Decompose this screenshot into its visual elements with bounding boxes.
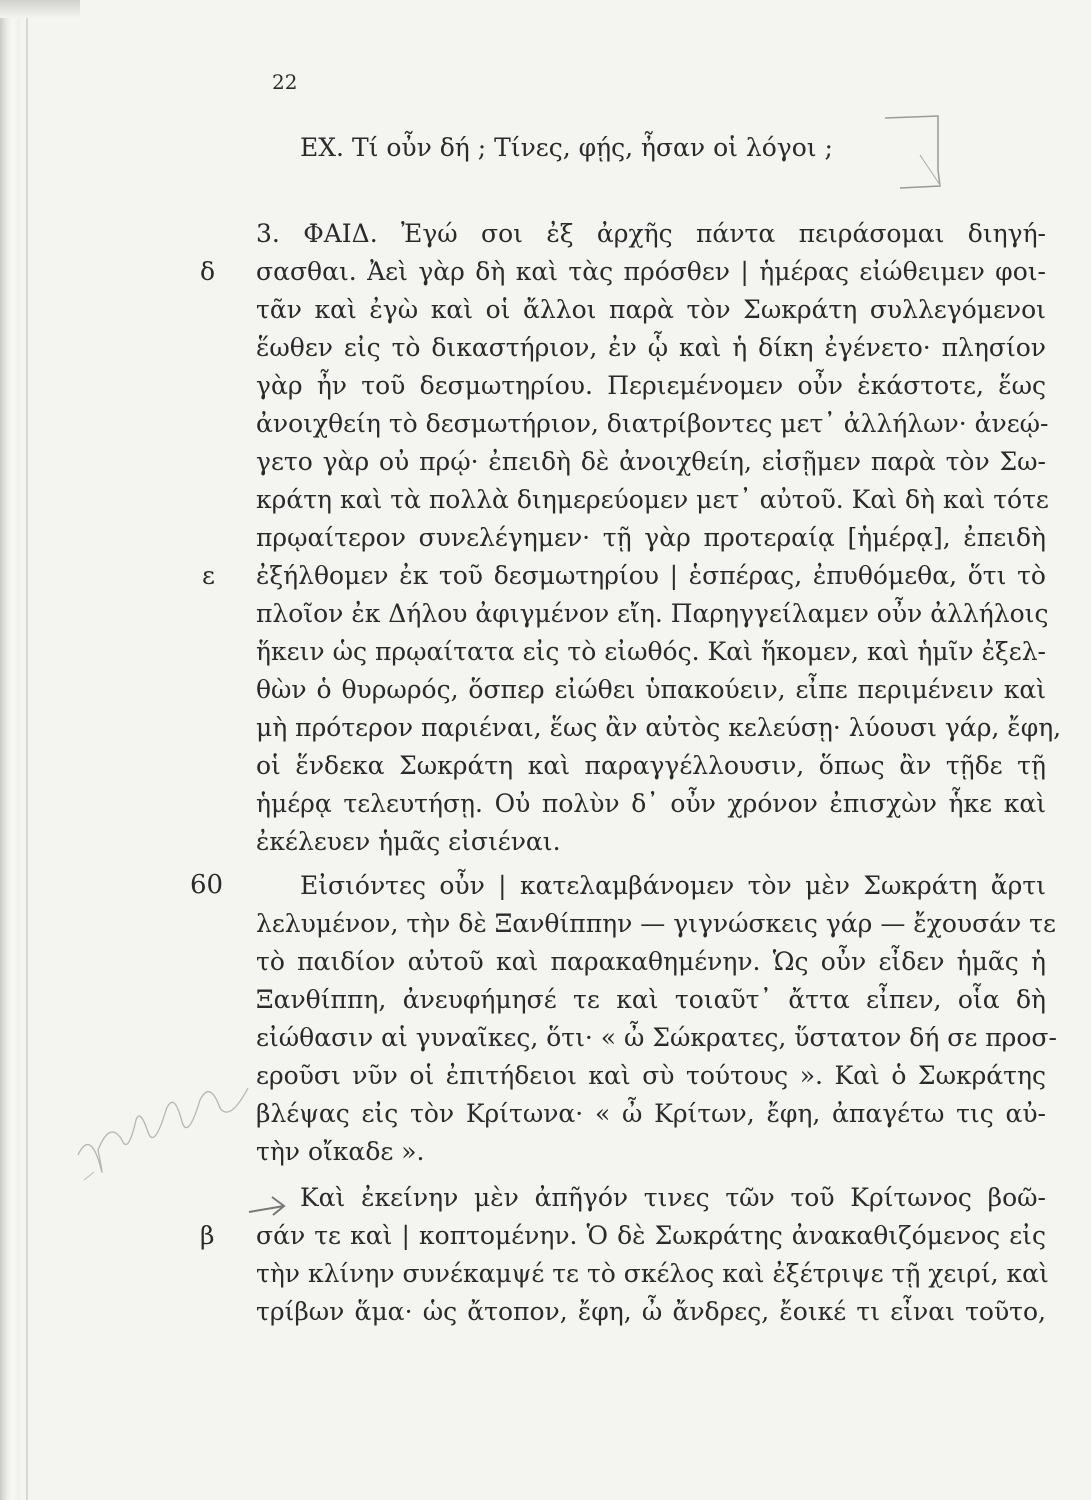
pencil-arrow-icon: [246, 1192, 290, 1218]
page-edge: [0, 0, 20, 1500]
text-line: κράτη καὶ τὰ πολλὰ διημερεύομεν μετ᾽ αὐτοῦ. Καὶ δὴ καὶ τότε: [256, 485, 1049, 514]
text-line: ἀνοιχθείη τὸ δεσμωτήριον, διατρίβοντες μετ᾽ ἀλλήλων· ἀνεῴ-: [256, 409, 1049, 438]
text-line: βλέψας εἰς τὸν Κρίτωνα· « ὦ Κρίτων, ἔφη, ἀπαγέτω τις αὐ-: [256, 1099, 1046, 1128]
text-line: ἥκειν ὡς πρῳαίτατα εἰς τὸ εἰωθός. Καὶ ἥκομεν, καὶ ἡμῖν ἐξελ-: [256, 637, 1046, 666]
text-line: πλοῖον ἐκ Δήλου ἀφιγμένον εἴη. Παρηγγείλαμεν οὖν ἀλλήλοις: [256, 599, 1049, 628]
pencil-scribble-annotation: [70, 1060, 260, 1190]
page-number: 22: [272, 70, 298, 94]
text-line: σάν τε καὶ | κοπτομένην. Ὁ δὲ Σωκράτης ἀνακαθιζόμενος εἰς: [256, 1221, 1046, 1250]
text-line: Εἰσιόντες οὖν | κατελαμβάνομεν τὸν μὲν Σωκράτη ἄρτι: [300, 871, 1046, 900]
margin-line-number: 60: [190, 870, 224, 900]
text-line: τὴν κλίνην συνέκαμψέ τε τὸ σκέλος καὶ ἐξέτριψε τῇ χειρί, καὶ: [256, 1259, 1049, 1288]
text-line: λελυμένον, τὴν δὲ Ξανθίππην — γιγνώσκεις γάρ — ἔχουσάν τε: [256, 909, 1056, 938]
text-line: εἰώθασιν αἱ γυναῖκες, ὅτι· « ὦ Σώκρατες, ὕστατον δή σε προσ-: [256, 1023, 1057, 1052]
text-line: τρίβων ἅμα· ὡς ἄτοπον, ἔφη, ὦ ἄνδρες, ἔοικέ τι εἶναι τοῦτο,: [256, 1297, 1046, 1326]
text-line: θὼν ὁ θυρωρός, ὅσπερ εἰώθει ὑπακούειν, εἶπε περιμένειν καὶ: [256, 675, 1046, 704]
text-line: γὰρ ἦν τοῦ δεσμωτηρίου. Περιεμένομεν οὖν ἑκάστοτε, ἕως: [256, 371, 1046, 400]
text-line: 3. ΦΑΙΔ. Ἐγώ σοι ἐξ ἀρχῆς πάντα πειράσομαι διηγή-: [256, 219, 1046, 248]
margin-marker: ε: [202, 561, 215, 590]
margin-marker: δ: [200, 257, 216, 286]
page-edge-line: [26, 0, 28, 1500]
text-line: μὴ πρότερον παριέναι, ἕως ἂν αὐτὸς κελεύσῃ· λύουσι γάρ, ἔφη,: [256, 713, 1062, 742]
text-line: ἡμέρᾳ τελευτήσῃ. Οὐ πολὺν δ᾽ οὖν χρόνον ἐπισχὼν ἧκε καὶ: [256, 789, 1046, 818]
text-line: Ξανθίππη, ἀνευφήμησέ τε καὶ τοιαῦτ᾽ ἄττα εἶπεν, οἷα δὴ: [256, 985, 1046, 1014]
text-line: πρῳαίτερον συνελέγημεν· τῇ γὰρ προτεραίᾳ [ἡμέρᾳ], ἐπειδὴ: [256, 523, 1046, 552]
text-line: γετο γὰρ οὐ πρῴ· ἐπειδὴ δὲ ἀνοιχθείη, εἰσῇμεν παρὰ τὸν Σω-: [256, 447, 1046, 476]
text-line: ἐξήλθομεν ἐκ τοῦ δεσμωτηρίου | ἑσπέρας, ἐπυθόμεθα, ὅτι τὸ: [256, 561, 1046, 590]
margin-marker: β: [200, 1221, 215, 1250]
text-line: τᾶν καὶ ἐγὼ καὶ οἱ ἄλλοι παρὰ τὸν Σωκράτη συλλεγόμενοι: [256, 295, 1046, 324]
text-line: ἕωθεν εἰς τὸ δικαστήριον, ἐν ᾧ καὶ ἡ δίκη ἐγένετο· πλησίον: [256, 333, 1046, 362]
text-line: Καὶ ἐκείνην μὲν ἀπῆγόν τινες τῶν τοῦ Κρίτωνος βοῶ-: [300, 1183, 1046, 1212]
text-line: σασθαι. Ἀεὶ γὰρ δὴ καὶ τὰς πρόσθεν | ἡμέρας εἰώθειμεν φοι-: [256, 257, 1046, 286]
text-line: εροῦσι νῦν οἱ ἐπιτήδειοι καὶ σὺ τούτους ». Καὶ ὁ Σωκράτης: [256, 1061, 1046, 1090]
text-line: ΕΧ. Τί οὖν δή ; Τίνες, φῄς, ἦσαν οἱ λόγοι ;: [300, 133, 833, 162]
text-line: ἐκέλευεν ἡμᾶς εἰσιέναι.: [256, 827, 561, 856]
text-line: τὸ παιδίον αὐτοῦ καὶ παρακαθημένην. Ὡς οὖν εἶδεν ἡμᾶς ἡ: [256, 947, 1046, 976]
text-line: οἱ ἕνδεκα Σωκράτη καὶ παραγγέλλουσιν, ὅπως ἂν τῇδε τῇ: [256, 751, 1046, 780]
page-corner-shadow: [0, 0, 80, 18]
text-line: τὴν οἴκαδε ».: [256, 1137, 425, 1166]
